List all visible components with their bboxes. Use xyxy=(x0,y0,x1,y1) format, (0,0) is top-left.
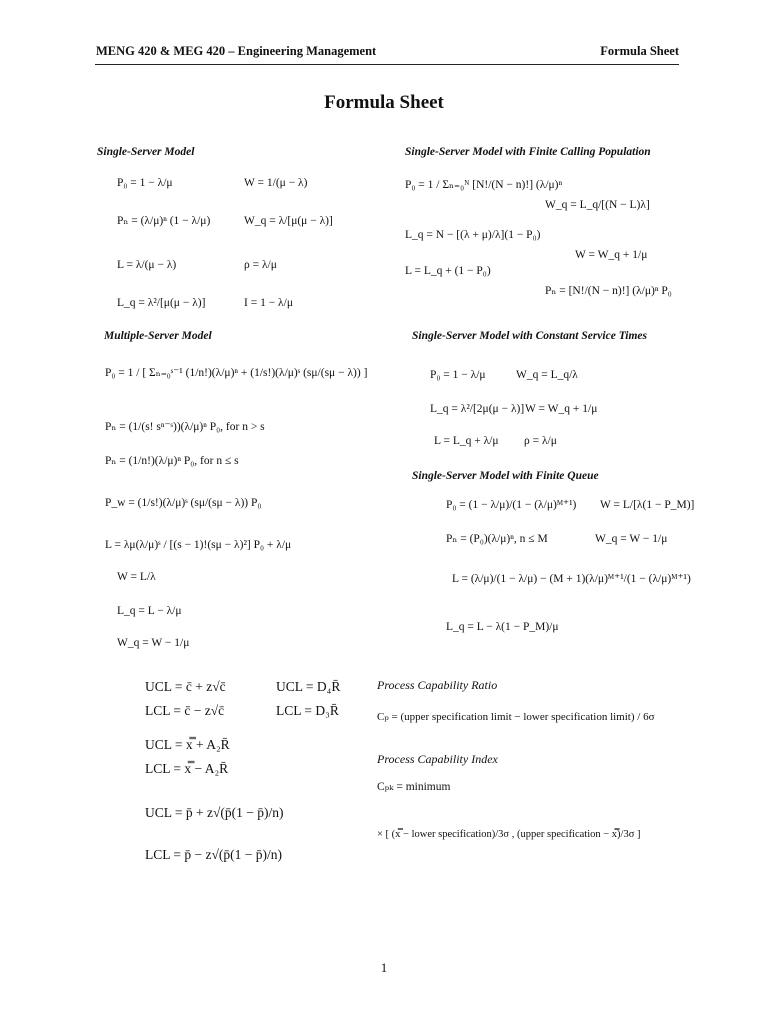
header-divider xyxy=(95,64,679,65)
formula-fq-pn: Pₙ = (P₀)(λ/μ)ⁿ, n ≤ M xyxy=(446,533,548,545)
formula-fc-pn: Pₙ = [N!/(N − n)!] (λ/μ)ⁿ P₀ xyxy=(545,285,672,297)
formula-lcl-r: LCL = D₃R̄ xyxy=(276,703,339,718)
formula-lcl-x: LCL = x̿ − A₂R̄ xyxy=(145,761,229,776)
formula-ss-p0: P₀ = 1 − λ/μ xyxy=(117,177,173,189)
section-multiple-server: Multiple-Server Model xyxy=(104,330,212,342)
formula-ms-w: W = L/λ xyxy=(117,571,156,583)
formula-ms-p0: P₀ = 1 / [ Σₙ₌₀ˢ⁻¹ (1/n!)(λ/μ)ⁿ + (1/s!)(λ/μ)ˢ (sμ/(sμ − λ)) ] xyxy=(105,367,368,379)
formula-ms-lq: L_q = L − λ/μ xyxy=(117,605,182,617)
formula-fq-w: W = L/[λ(1 − P_M)] xyxy=(600,499,695,511)
section-single-server: Single-Server Model xyxy=(97,146,195,158)
formula-cs-p0: P₀ = 1 − λ/μ xyxy=(430,369,486,381)
section-finite-calling: Single-Server Model with Finite Calling Population xyxy=(405,146,651,158)
formula-fq-p0: P₀ = (1 − λ/μ)/(1 − (λ/μ)ᴹ⁺¹) xyxy=(446,499,577,511)
page-number: 1 xyxy=(380,960,388,975)
formula-lcl-c: LCL = c̄ − z√c̄ xyxy=(145,703,225,718)
header-course-title: MENG 420 & MEG 420 – Engineering Management xyxy=(96,44,377,58)
formula-ucl-x: UCL = x̿ + A₂R̄ xyxy=(145,737,230,752)
formula-cs-lq: L_q = λ²/[2μ(μ − λ)] xyxy=(430,403,525,415)
formula-cpk-min: Cₚₖ = minimum xyxy=(377,781,451,793)
formula-ms-l: L = λμ(λ/μ)ˢ / [(s − 1)!(sμ − λ)²] P₀ + λ/μ xyxy=(105,539,292,551)
formula-ms-pw: P_w = (1/s!)(λ/μ)ˢ (sμ/(sμ − λ)) P₀ xyxy=(105,497,262,509)
formula-fc-w: W = W_q + 1/μ xyxy=(575,249,648,261)
formula-ucl-r: UCL = D₄R̄ xyxy=(276,679,341,694)
formula-cp-ratio: Cₚ = (upper specification limit − lower specification limit) / 6σ xyxy=(377,711,655,723)
formula-ss-rho: ρ = λ/μ xyxy=(244,259,277,271)
formula-ms-pn1: Pₙ = (1/(s! sⁿ⁻ˢ))(λ/μ)ⁿ P₀, for n > s xyxy=(105,421,265,433)
formula-ss-l: L = λ/(μ − λ) xyxy=(117,259,177,271)
formula-lcl-p: LCL = p̄ − z√(p̄(1 − p̄)/n) xyxy=(145,847,282,862)
formula-cs-l: L = L_q + λ/μ xyxy=(434,435,499,447)
formula-cpk-terms: × [ (x̿ − lower specification)/3σ , (upper specification − x̿)/3σ ] xyxy=(377,829,641,840)
formula-ss-wq: W_q = λ/[μ(μ − λ)] xyxy=(244,215,333,227)
section-capability-index: Process Capability Index xyxy=(377,752,498,766)
formula-ss-i: I = 1 − λ/μ xyxy=(244,297,293,309)
formula-fc-p0: P₀ = 1 / Σₙ₌₀ᴺ [N!/(N − n)!] (λ/μ)ⁿ xyxy=(405,179,563,191)
formula-ss-pn: Pₙ = (λ/μ)ⁿ (1 − λ/μ) xyxy=(117,215,211,227)
formula-fq-wq: W_q = W − 1/μ xyxy=(595,533,668,545)
formula-fq-l: L = (λ/μ)/(1 − λ/μ) − (M + 1)(λ/μ)ᴹ⁺¹/(1 − (λ/μ)ᴹ⁺¹) xyxy=(452,573,691,585)
header-doc-title: Formula Sheet xyxy=(600,44,679,58)
formula-cs-w: W = W_q + 1/μ xyxy=(525,403,598,415)
formula-fq-lq: L_q = L − λ(1 − P_M)/μ xyxy=(446,621,559,633)
formula-ucl-p: UCL = p̄ + z√(p̄(1 − p̄)/n) xyxy=(145,805,284,820)
section-finite-queue: Single-Server Model with Finite Queue xyxy=(412,470,599,482)
formula-ss-w: W = 1/(μ − λ) xyxy=(244,177,308,189)
formula-ms-wq: W_q = W − 1/μ xyxy=(117,637,190,649)
formula-cs-rho: ρ = λ/μ xyxy=(524,435,557,447)
formula-cs-wq: W_q = L_q/λ xyxy=(516,369,578,381)
section-capability-ratio: Process Capability Ratio xyxy=(377,678,498,692)
formula-fc-lq: L_q = N − [(λ + μ)/λ](1 − P₀) xyxy=(405,229,541,241)
formula-fc-l: L = L_q + (1 − P₀) xyxy=(405,265,491,277)
formula-ss-lq: L_q = λ²/[μ(μ − λ)] xyxy=(117,297,206,309)
formula-fc-wq: W_q = L_q/[(N − L)λ] xyxy=(545,199,650,211)
page-title: Formula Sheet xyxy=(324,92,444,113)
section-constant-service: Single-Server Model with Constant Service Times xyxy=(412,330,648,342)
formula-ucl-c: UCL = c̄ + z√c̄ xyxy=(145,679,226,694)
formula-ms-pn2: Pₙ = (1/n!)(λ/μ)ⁿ P₀, for n ≤ s xyxy=(105,455,239,467)
